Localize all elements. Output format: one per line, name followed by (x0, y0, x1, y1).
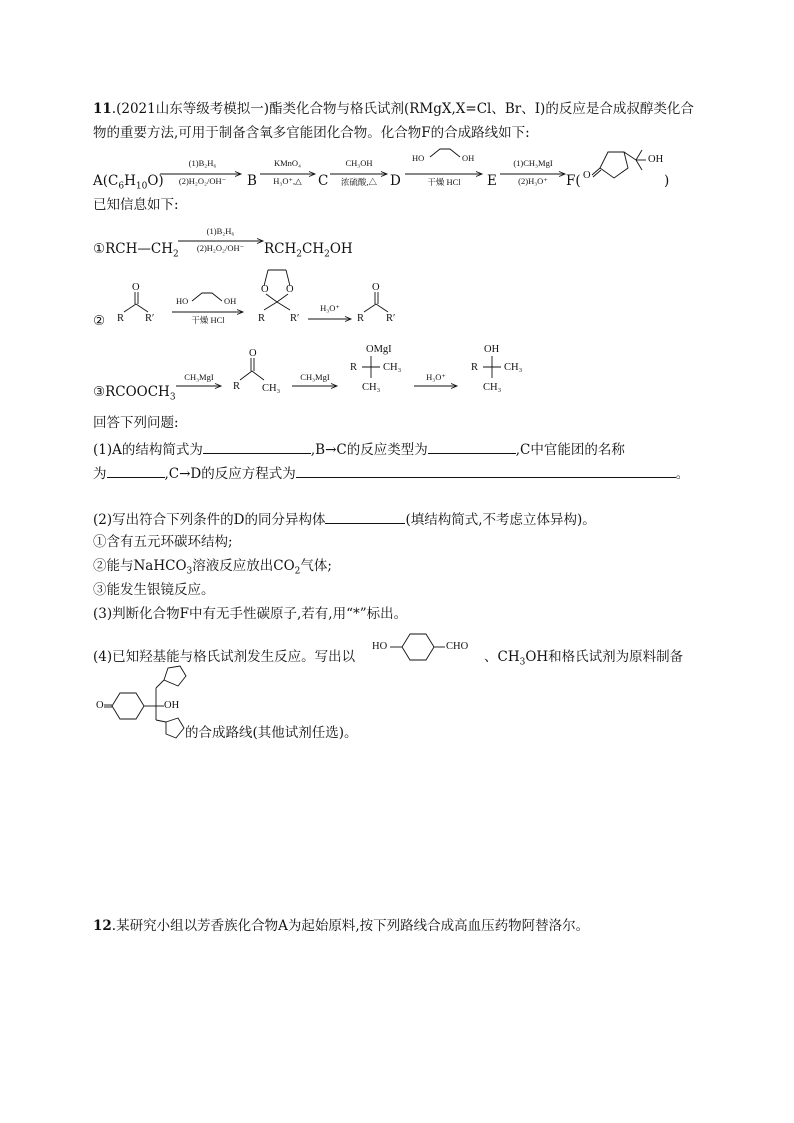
part4-target-o: O (96, 700, 104, 711)
known3-omgi: OMgI (366, 344, 392, 355)
step5-reagent-bottom: (2)H₃O⁺ (518, 176, 548, 186)
part4-line1-text: (4)已知羟基能与格氏试剂发生反应。写出以 (93, 649, 356, 665)
answer-blank-isomer[interactable] (325, 509, 405, 524)
compound-D: D (390, 173, 401, 189)
known2-arrow-1 (172, 309, 246, 315)
condition-3: ③能发生银镜反应。 (93, 582, 215, 598)
answer-blank-functional-group[interactable] (107, 463, 165, 478)
answer-blank-equation[interactable] (296, 463, 676, 478)
known3-ester: $③RCOOCH_3$ (93, 384, 176, 403)
part1-line2: 为 ,C→D的反应方程式为 。 (93, 463, 689, 483)
known2-glycol-oh: OH (224, 296, 237, 306)
known3-alcohol-oh: OH (484, 344, 500, 355)
condition-1: ①含有五元环碳环结构; (93, 534, 233, 550)
answer-blank-A[interactable] (203, 439, 311, 454)
known3-ketone-r: R (233, 381, 241, 392)
part2-line: (2)写出符合下列条件的D的同分异构体 (填结构简式,不考虑立体异构)。 (93, 509, 596, 529)
known2-number: ② (93, 313, 106, 329)
known3-alkoxide-bonds (360, 356, 384, 384)
known1-product: $RCH_2CH_2OH$ (264, 241, 353, 260)
known2-ketone-o: O (132, 282, 140, 293)
known2-ketal-o-right: O (286, 284, 294, 295)
step4-reagent-bottom: 干燥 HCl (427, 177, 461, 187)
q11-intro-line1 (93, 100, 694, 118)
step1-arrow (160, 171, 245, 177)
q12-number: 12 (93, 918, 112, 934)
known2-r-prime: R′ (145, 313, 155, 324)
known2-ketal-r: R (258, 313, 266, 324)
part4-start-cho: CHO (446, 641, 469, 652)
known1-reactant: $①RCH—CH_2$ (93, 241, 179, 260)
step4-glycol-oh: OH (462, 153, 475, 163)
known2-r: R (117, 313, 125, 324)
part4-start-ho: HO (372, 641, 388, 652)
step5-arrow (500, 171, 568, 177)
known-info-label: 已知信息如下: (93, 197, 179, 213)
known3-reagent-3: H₃O⁺ (426, 372, 446, 382)
step3-reagent-bottom: 浓硫酸,△ (340, 177, 378, 187)
q12-text: .某研究小组以芳香族化合物A为起始原料,按下列路线合成高血压药物阿替洛尔。 (111, 918, 590, 934)
known3-arrow-3 (414, 383, 460, 389)
compound-A: $A(C_6H_{10}O)$ (93, 173, 164, 192)
known3-alcohol-ch3-bottom: CH₃ (483, 382, 502, 393)
q12-line (93, 917, 589, 935)
compound-F-label: F( (566, 173, 581, 189)
known2-arrow-2 (308, 316, 354, 322)
known2-ketal-r-prime: R′ (290, 313, 300, 324)
known1-reagent-top: (1)B₂H₆ (206, 226, 235, 236)
step3-reagent-top: CH₃OH (345, 158, 373, 168)
known3-arrow-1 (176, 383, 224, 389)
compound-F-structure (590, 146, 660, 186)
known2-product-r: R (357, 313, 365, 324)
step4-glycol-bonds (430, 146, 462, 160)
known3-reagent-2: CH₃MgI (300, 372, 330, 382)
known3-arrow-2 (292, 383, 340, 389)
known3-alkoxide-r: R (350, 362, 358, 373)
step1-reagent-bottom: (2)H₂O₂/OH⁻ (178, 176, 227, 186)
step3-arrow (330, 171, 390, 177)
known2-glycol-ho: HO (176, 296, 189, 306)
step1-reagent-top: (1)B₂H₆ (188, 158, 217, 168)
compound-E: E (487, 173, 497, 189)
known2-product-o: O (372, 282, 380, 293)
known3-alcohol-ch3-right: CH₃ (504, 362, 523, 373)
step2-arrow (260, 171, 318, 177)
known2-hydrolysis-reagent: H₃O⁺ (320, 303, 340, 313)
q11-intro-line2: 物的重要方法,可用于制备含氧多官能团化合物。化合物F的合成路线如下: (93, 125, 530, 141)
q11-intro-text-1: .(2021山东等级考模拟一)酯类化合物与格氏试剂(RMgX,X=Cl、Br、I)的反应是合成叔醇类化合 (111, 101, 694, 117)
known3-alcohol-r: R (471, 362, 479, 373)
known2-reagent-bottom: 干燥 HCl (191, 315, 225, 325)
part1-line1: (1)A的结构简式为 ,B→C的反应类型为 ,C中官能团的名称 (93, 439, 625, 459)
known1-reagent-bottom: (2)H₂O₂/OH⁻ (196, 243, 245, 253)
compound-C: C (318, 173, 329, 189)
step4-glycol-ho: HO (412, 153, 425, 163)
part4-line2-text: 的合成路线(其他试剂任选)。 (185, 725, 358, 741)
known2-ketal-o-left: O (261, 284, 269, 295)
known3-alkoxide-ch3-bottom: CH₃ (362, 382, 381, 393)
part4-start-structure (390, 628, 450, 670)
part3-line: (3)判断化合物F中有无手性碳原子,若有,用“*”标出。 (93, 606, 408, 622)
known3-reagent-1: CH₃MgI (184, 372, 214, 382)
known3-ketone-ch3: CH₃ (262, 383, 281, 394)
known1-arrow (178, 238, 266, 244)
known2-product-r-prime: R′ (386, 313, 396, 324)
known2-glycol-bonds (192, 290, 224, 304)
step4-arrow (405, 171, 485, 177)
known3-ketone-o: O (249, 348, 257, 359)
compound-B: B (247, 173, 257, 189)
compound-F-ketone-o: O (583, 170, 591, 181)
step5-reagent-top: (1)CH₃MgI (513, 158, 553, 168)
compound-F-oh: OH (648, 154, 664, 165)
step2-reagent-bottom: H₃O⁺,△ (273, 176, 302, 186)
q11-number: 11 (93, 101, 112, 117)
answer-blank-reaction-type[interactable] (428, 439, 516, 454)
known3-alkoxide-ch3-right: CH₃ (383, 362, 402, 373)
part4-target-structure (104, 660, 194, 740)
known3-alcohol-bonds (481, 356, 505, 384)
condition-2: ②能与NaHCO$_3$溶液反应放出$CO_2$气体; (93, 558, 332, 577)
part4-line1-tail: 、$CH_3OH$和格氏试剂为原料制备 (484, 649, 684, 668)
part4-target-oh: OH (164, 700, 180, 711)
step2-reagent-top: KMnO₄ (273, 158, 302, 168)
compound-F-close: ) (664, 173, 670, 189)
answer-label: 回答下列问题: (93, 415, 179, 431)
